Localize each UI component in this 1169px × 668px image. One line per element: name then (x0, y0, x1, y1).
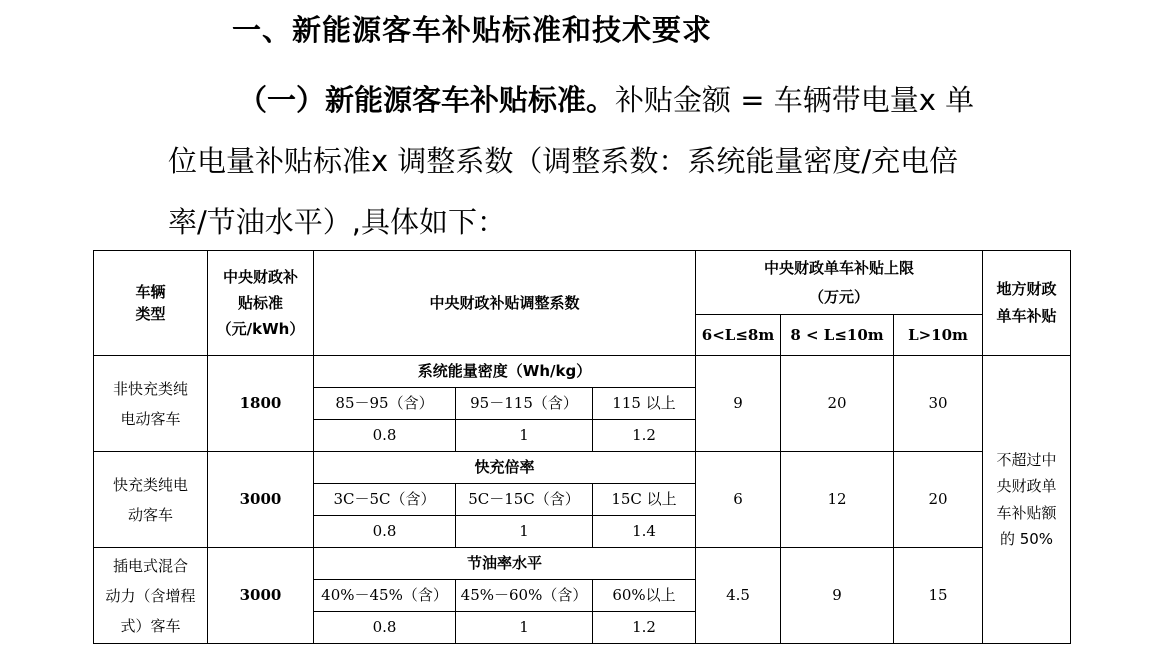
cap-cell: 4.5 (696, 548, 781, 644)
header-cap-col-2: 8 < L≤10m (781, 315, 894, 356)
table-row (94, 356, 1071, 388)
standard-cell: 3000 (208, 452, 314, 548)
range-cell: 95－115（含） (456, 388, 593, 420)
coeff-cell: 0.8 (314, 516, 456, 548)
header-adjust-coeff: 中央财政补贴调整系数 (314, 251, 696, 356)
vehicle-type-cell: 快充类纯电 动客车 (94, 452, 208, 548)
coeff-cell: 1 (456, 612, 593, 644)
header-cap: 中央财政单车补贴上限 （万元） (696, 251, 983, 315)
cap-cell: 9 (696, 356, 781, 452)
table-row (94, 452, 1071, 484)
range-cell: 5C－15C（含） (456, 484, 593, 516)
subsidy-table (93, 250, 1071, 644)
cap-cell: 12 (781, 452, 894, 548)
paragraph-line3: 率/节油水平）,具体如下： (168, 205, 506, 239)
cap-cell: 9 (781, 548, 894, 644)
coeff-cell: 0.8 (314, 420, 456, 452)
section-heading: 一、新能源客车补贴标准和技术要求 (232, 13, 713, 47)
cap-cell: 30 (894, 356, 983, 452)
paragraph-line2: 位电量补贴标准x 调整系数（调整系数：系统能量密度/充电倍 (168, 144, 959, 178)
cap-cell: 6 (696, 452, 781, 548)
header-central-standard: 中央财政补 贴标准 （元/kWh） (208, 251, 314, 356)
cap-cell: 20 (894, 452, 983, 548)
header-local: 地方财政 单车补贴 (983, 251, 1071, 356)
header-cap-col-1: 6<L≤8m (696, 315, 781, 356)
range-cell: 40%－45%（含） (314, 580, 456, 612)
subsection-title: （一）新能源客车补贴标准。 (238, 83, 616, 117)
coeff-cell: 1 (456, 516, 593, 548)
range-cell: 45%－60%（含） (456, 580, 593, 612)
metric-cell: 节油率水平 (314, 548, 696, 580)
coeff-cell: 1.2 (593, 420, 696, 452)
standard-cell: 1800 (208, 356, 314, 452)
coeff-cell: 1 (456, 420, 593, 452)
range-cell: 3C－5C（含） (314, 484, 456, 516)
header-vehicle-type: 车辆 类型 (94, 251, 208, 356)
coeff-cell: 1.2 (593, 612, 696, 644)
range-cell: 115 以上 (593, 388, 696, 420)
local-subsidy-cell: 不超过中 央财政单 车补贴额 的 50% (983, 356, 1071, 644)
vehicle-type-cell: 非快充类纯 电动客车 (94, 356, 208, 452)
metric-cell: 快充倍率 (314, 452, 696, 484)
coeff-cell: 0.8 (314, 612, 456, 644)
header-cap-col-3: L>10m (894, 315, 983, 356)
table-row (94, 548, 1071, 580)
cap-cell: 20 (781, 356, 894, 452)
standard-cell: 3000 (208, 548, 314, 644)
cap-cell: 15 (894, 548, 983, 644)
range-cell: 85－95（含） (314, 388, 456, 420)
header-row-1 (94, 251, 1071, 315)
paragraph-line1: 补贴金额 = 车辆带电量x 单 (615, 83, 975, 117)
vehicle-type-cell: 插电式混合 动力（含增程 式）客车 (94, 548, 208, 644)
range-cell: 15C 以上 (593, 484, 696, 516)
intro-paragraph (168, 70, 1008, 253)
coeff-cell: 1.4 (593, 516, 696, 548)
range-cell: 60%以上 (593, 580, 696, 612)
metric-cell: 系统能量密度（Wh/kg） (314, 356, 696, 388)
